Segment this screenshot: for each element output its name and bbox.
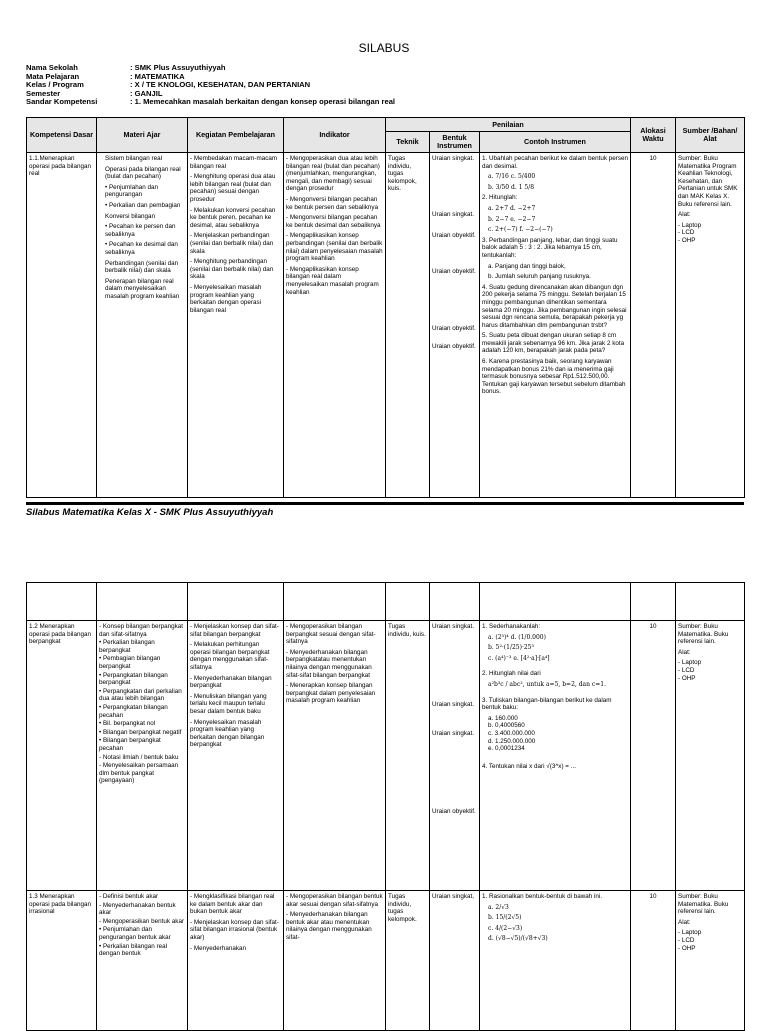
row3-sumber: [676, 891, 745, 1031]
sumber-item: - LCD: [678, 229, 695, 237]
materi-item: • Penjumlahan dan pengurangan bentuk akar: [99, 926, 171, 941]
header-teknik: Teknik: [386, 132, 430, 153]
materi-item: • Perkalian dan pembagian: [105, 201, 181, 209]
syllabus-table-page2: [26, 582, 745, 1031]
indikator-item: - Mengoperasikan bilangan bentuk akar sesuai dengan sifat-sifatnya: [286, 893, 383, 908]
row1-alokasi: 10: [631, 153, 676, 498]
blank-header-cell: [631, 583, 676, 621]
materi-item: - Konsep bilangan berpangkat dan sifat-sifatnya: [99, 623, 184, 638]
contoh-item: c. 3.400.000.000: [488, 729, 535, 737]
contoh-item: a. 160.000: [488, 714, 518, 722]
sumber-item: Alat:: [678, 918, 691, 926]
bentuk-item: Uraian singkat.: [432, 700, 474, 708]
contoh-item: 4. Suatu gedung direncanakan akan dibangun dgn 200 pekerja selama 75 minggu. Setelah berjalan 15 minggu pembangunan dihentikan sementara selama 20 minggu. Jika pembangunan ingin selesai sesuai dgn rencana semula, berapakah pekerja yg harus ditambahkan dlm pembangunan trsbt?: [482, 283, 627, 329]
row3-bentuk: [430, 891, 480, 1031]
row3-materi: [97, 891, 188, 1031]
kegiatan-item: - Menjelaskan perbandingan (senilai dan berbalik nilai) dan skala: [190, 232, 274, 255]
row3-kd: 1.3 Menerapkan operasi pada bilangan irrasional: [27, 891, 97, 1031]
document-title: SILABUS: [358, 41, 410, 55]
contoh-item: 6. Karena prestasinya baik, seorang karyawan mendapatkan bonus 21% dan ia menerima gaji termasuk bonusnya sebesar Rp1.512.500,00. Tentukan gaji karyawan tersebut sebelum ditambah bonus.: [482, 358, 626, 396]
contoh-item: e. 0,0001234: [488, 745, 525, 753]
row2-kd: 1.2 Menerapkan operasi pada bilangan berpangkat: [27, 621, 97, 891]
header-alokasi: Alokasi Waktu: [631, 118, 676, 153]
kegiatan-item: - Menyelesaikan masalah program keahlian yang berkaitan dengan operasi bilangan real: [190, 283, 262, 314]
contoh-item: b. 0,4000560: [488, 722, 525, 730]
indikator-item: - Menyederhanakan bilangan bentuk akar atau menentukan nilainya dengan menggunakan sifat-: [286, 911, 372, 941]
contoh-item: 1. Sederhanakanlah:: [482, 623, 541, 630]
materi-item: • Pecahan ke desimal dan sebaliknya: [105, 241, 178, 256]
indikator-item: - Menyederhanakan bilangan berpangkatatau menentukan nilainya dengan menggunakan sifat-sifat bilangan berpangkat: [286, 648, 372, 679]
materi-item: - Mengoperasikan bentuk akar: [99, 917, 185, 925]
bentuk-item: Uraian obyektif.: [432, 342, 476, 350]
header-indikator: Indikator: [284, 118, 386, 153]
contoh-item: 3. Perbandingan panjang, lebar, dan tinggi suatu balok adalah 5 : 3 : 2. Jika lebarnya 15 cm, tentukanlah:: [482, 236, 618, 259]
materi-item: • Pecahan ke persen dan sebaliknya: [105, 223, 176, 238]
meta-key: Nama Sekolah: [26, 63, 78, 72]
contoh-item: a. 2/√3: [488, 903, 509, 911]
sumber-item: - Laptop: [678, 929, 702, 937]
contoh-item: a. 7/16 c. 5/400: [488, 173, 536, 181]
row1-teknik: Tugas individu, tugas kelompok, kuis.: [386, 153, 430, 498]
meta-value: : SMK Plus Assuyuthiyyah: [130, 63, 226, 72]
meta-value: : GANJIL: [130, 88, 163, 98]
row2-bentuk: [430, 621, 480, 891]
contoh-item: c. 2+(−7) f. −2−(−7): [488, 226, 553, 234]
kegiatan-item: - Menyederhanakan bilangan berpangkat: [190, 674, 272, 690]
blank-header-cell: [97, 583, 188, 621]
header-penilaian: Penilaian: [386, 118, 631, 132]
bentuk-item: Uraian obyektif.: [432, 325, 476, 333]
row3-alokasi: 10: [631, 891, 676, 1031]
kegiatan-item: - Melakukan perhitungan operasi bilangan berpangkat dengan menggunakan sifat-sifatnya: [190, 641, 270, 671]
contoh-item: b. 15/(2√5): [488, 914, 522, 922]
materi-item: Konversi bilangan: [105, 212, 156, 220]
kegiatan-item: - Melakukan konversi pecahan ke bentuk peren, pecahan ke desimal, atau sebaliknya: [190, 206, 276, 229]
blank-header-cell: [27, 583, 97, 621]
row1-bentuk: [430, 153, 480, 498]
materi-item: - Definisi bentuk akar: [99, 893, 159, 900]
kegiatan-item: - Menghitung perbandingan (senilai dan berbalik nilai) dan skala: [190, 258, 274, 281]
materi-item: • Perkalian bilangan berpangkat: [99, 639, 155, 654]
kegiatan-item: - Menjelaskan konsep dan sifat-sifat bilangan berpangkat: [190, 623, 279, 638]
contoh-item: 2. Hitunglah:: [482, 194, 518, 202]
header-contoh: Contoh Instrumen: [480, 132, 631, 153]
row1-materi: [97, 153, 188, 498]
materi-item: • Pembagian bilangan berpangkat: [99, 655, 161, 670]
materi-item: • Perpangkatan bilangan pecahan: [99, 703, 168, 719]
row1-indikator: [284, 153, 386, 498]
indikator-item: - Menerapkan konsep bilangan berpangkat dalam penyelesaian masalah program keahlian: [286, 682, 376, 705]
page-footer: Silabus Matematika Kelas X - SMK Plus Assuyuthiyyah: [26, 507, 274, 518]
row2-kegiatan: [188, 621, 284, 891]
kegiatan-item: - Menjelaskan konsep dan sifat-sifat bilangan irrasional (bentuk akar): [190, 918, 279, 941]
contoh-item: 2. Hitunglah nilai dari: [482, 670, 541, 678]
bentuk-item: Uraian obyektif.: [432, 232, 476, 240]
indikator-item: - Mengaplikasikan konsep bilangan real dalam menyelesaikan masalah program keahlian: [286, 265, 379, 296]
contoh-item: 1. Rasionalkan bentuk-bentuk di bawah ini.: [482, 893, 603, 900]
blank-header-cell: [386, 583, 430, 621]
kegiatan-item: - Mengklasifikasi bilangan real ke dalam bentuk akar dan bukan bentuk akar: [190, 893, 275, 916]
kegiatan-item: - Menghitung operasi dua atau lebih bilangan real (bulat dan pecahan) sesuai dengan prosedur: [190, 173, 276, 203]
row1-sumber: [676, 153, 745, 498]
sumber-item: - LCD: [678, 936, 695, 944]
sumber-item: - OHP: [678, 236, 696, 244]
materi-item: - Menyederhanakan bentuk akar: [99, 901, 176, 917]
header-kd: Kompetensi Dasar: [27, 118, 97, 153]
row1-contoh: [480, 153, 631, 498]
materi-item: • Perpangkatan bilangan berpangkat: [99, 671, 168, 687]
syllabus-table-page1: [26, 117, 745, 498]
blank-header-cell: [480, 583, 631, 621]
contoh-item: 1. Ubahlah pecahan berikut ke dalam bentuk persen dan desimal.: [482, 155, 628, 170]
header-bentuk: Bentuk Instrumen: [430, 132, 480, 153]
bentuk-item: Uraian singkat.: [432, 155, 474, 162]
header-kegiatan: Kegiatan Pembelajaran: [188, 118, 284, 153]
meta-key: Sandar Kompetensi: [26, 97, 98, 107]
materi-item: • Perpangkatan dari perkalian dua atau lebih bilangan: [99, 687, 182, 703]
row2-indikator: [284, 621, 386, 891]
contoh-item: a. 2+7 d. −2+7: [488, 204, 536, 212]
sumber-item: - Laptop: [678, 659, 702, 667]
kegiatan-item: - Menyederhanakan: [190, 944, 247, 952]
kegiatan-item: - Menyelesaikan masalah program keahlian yang berkaitan dengan bilangan berpangkat: [190, 718, 265, 749]
contoh-item: c. 4/(2−√3): [488, 924, 523, 932]
materi-item: Operasi pada bilangan real (bulat dan pecahan): [105, 165, 181, 181]
meta-key: Semester: [26, 88, 61, 98]
materi-item: Penerapan bilangan real dalam menyelesaikan masalah program keahlian: [105, 277, 180, 300]
indikator-item: - Mengonversi bilangan pecahan ke bentuk desimal dan sebaliknya: [286, 214, 381, 229]
row2-teknik: Tugas individu, kuis.: [386, 621, 430, 891]
row2-alokasi: 10: [631, 621, 676, 891]
materi-item: • Penjumlahan dan pengurangan: [105, 183, 158, 199]
kegiatan-item: - Membedakan macam-macam bilangan real: [190, 155, 278, 170]
row3-indikator: [284, 891, 386, 1031]
indikator-item: - Mengoperasikan dua atau lebih bilangan real (bulat dan pecahan) (menjumlahkan, mengurangkan, mengali, dan membagi) sesuai dengan prosedur: [286, 155, 380, 193]
sumber-item: Alat:: [678, 211, 691, 219]
meta-value: : X / TE KNOLOGI, KESEHATAN, DAN PERTANIAN: [130, 80, 311, 90]
contoh-item: 4. Tentukan nilai x dari √(3^x) = ...: [482, 762, 576, 770]
header-materi: Materi Ajar: [97, 118, 188, 153]
row2-contoh: [480, 621, 631, 891]
blank-header-cell: [284, 583, 386, 621]
materi-item: • Bilangan berpangkat negatif: [99, 728, 182, 736]
row3-contoh: [480, 891, 631, 1031]
row1-kd: 1.1.Menerapkan operasi pada bilangan real: [27, 153, 97, 498]
materi-item: - Notasi ilmiah / bentuk baku: [99, 753, 179, 761]
document-meta: [26, 64, 395, 107]
materi-item: Sistem bilangan real: [105, 155, 163, 162]
kegiatan-item: - Menuliskan bilangan yang terlalu kecil maupun terlalu besar dalam bentuk baku: [190, 692, 267, 715]
blank-header-cell: [188, 583, 284, 621]
indikator-item: - Mengonversi bilangan pecahan ke bentuk persen dan sebaliknya: [286, 195, 379, 211]
sumber-item: Sumber: Buku Matematika. Buku referensi lain.: [678, 623, 729, 646]
materi-item: • Bil. berpangkat nol: [99, 720, 156, 728]
row2-materi: [97, 621, 188, 891]
blank-header-cell: [430, 583, 480, 621]
meta-key: Mata Pelajaran: [26, 71, 80, 81]
sumber-item: - Laptop: [678, 221, 702, 229]
contoh-item: a. (2³)⁴ d. (1/0.000): [488, 633, 546, 641]
contoh-item: c. (a⁴)⁻³ e. [4²·a]·[a⁴]: [488, 654, 550, 662]
contoh-item: a²b³c / abc², untuk a=5, b=2, dan c=1.: [488, 680, 607, 688]
contoh-item: b. 5²·(1/25)·25³: [488, 644, 534, 652]
sumber-item: Sumber: Buku Matematika Program Keahlian Teknologi, Kesehatan, dan Pertanian untuk SMK dan MAK Kelas X. Buku referensi lain.: [678, 155, 738, 208]
materi-item: - Menyelesaikan persamaan dlm bentuk pangkat (pengayaan): [99, 762, 179, 785]
contoh-item: 5. Suatu peta dibuat dengan ukuran setiap 8 cm mewakili jarak sebenarnya 96 km. Jika jarak 2 kota adalah 120 km, berapakah jarak pada peta?: [482, 332, 625, 355]
materi-item: Perbandingan (senilai dan berbalik nilai) dan skala: [105, 259, 179, 275]
row2-sumber: [676, 621, 745, 891]
indikator-item: - Mengoperasikan bilangan berpangkat sesuai dengan sifat-sifatnya: [286, 623, 376, 646]
contoh-item: d. 1.250.000.000: [488, 737, 536, 745]
sumber-item: - OHP: [678, 674, 696, 682]
contoh-item: a. Panjang dan tinggi balok,: [488, 262, 566, 270]
indikator-item: - Mengaplikasikan konsep perbandingan (senilai dan berbalik nilai) dalam penyelesaian masalah program keahlian: [286, 232, 383, 263]
blank-header-cell: [676, 583, 745, 621]
contoh-item: b. 3/50 d. 1 5/8: [488, 183, 535, 191]
contoh-item: b. Jumlah seluruh panjang rusuknya.: [488, 273, 591, 281]
header-sumber: Sumber /Bahan/ Alat: [676, 118, 745, 153]
bentuk-item: Uraian singkat.: [432, 730, 474, 738]
materi-item: • Perkalian bilangan real dengan bentuk: [99, 942, 168, 958]
row3-kegiatan: [188, 891, 284, 1031]
meta-key: Kelas / Program: [26, 80, 84, 90]
bentuk-item: Uraian singkat,: [432, 893, 474, 900]
sumber-item: Sumber: Buku Matematika. Buku referensi lain.: [678, 893, 729, 916]
materi-item: • Bilangan berpangkat pecahan: [99, 737, 161, 752]
bentuk-item: Uraian obyektif.: [432, 267, 476, 275]
row1-kegiatan: [188, 153, 284, 498]
sumber-item: - LCD: [678, 666, 695, 674]
contoh-item: b. 2−7 e. −2−7: [488, 215, 536, 223]
sumber-item: Alat:: [678, 648, 691, 656]
meta-value: : MATEMATIKA: [130, 71, 185, 81]
sumber-item: - OHP: [678, 944, 696, 952]
bentuk-item: Uraian singkat.: [432, 623, 474, 630]
row3-teknik: Tugas individu, tugas kelompok.: [386, 891, 430, 1031]
footer-divider: [26, 502, 744, 505]
contoh-item: d. (√8−√5)/(√8+√3): [488, 935, 548, 943]
bentuk-item: Uraian singkat.: [432, 210, 474, 218]
bentuk-item: Uraian obyektif.: [432, 807, 476, 815]
contoh-item: 3. Tuliskan bilangan-bilangan berikut ke dalam bentuk baku:: [482, 696, 612, 712]
meta-value: : 1. Memecahkan masalah berkaitan dengan konsep operasi bilangan real: [130, 97, 396, 107]
